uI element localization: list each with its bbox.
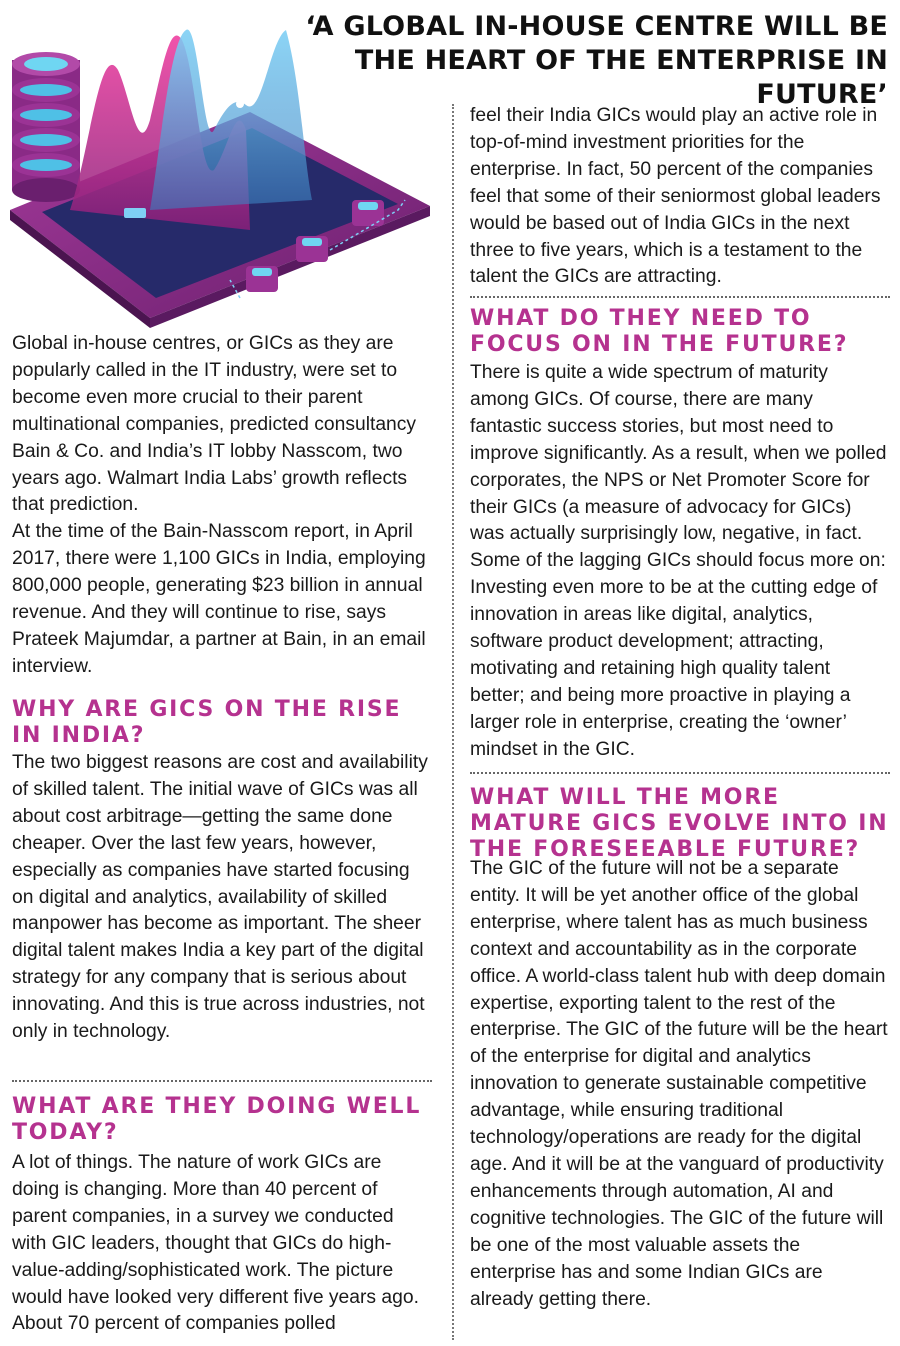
continued-paragraph: feel their India GICs would play an active role in top-of-mind investment priorities for the enterprise. In fact, 50 percent of the companies feel that some of their seniormost global leaders would be based out of India GICs in the next three to five years, which is a testament to the talent the GICs are attracting. [470, 105, 881, 288]
answer-paragraph-4: The GIC of the future will not be a separate entity. It will be yet another office of the global enterprise, where talent has as much business context and accountability as in the corporate office. A world-class talent hub with deep domain expertise, exporting talent to the rest of the enterprise. The GIC of the future will be the heart of the enterprise for digital and analytics innovation to generate sustainable competitive advantage, while ensuring traditional technology/operations are ready for the digital age. And it will be at the vanguard of productivity enhancements through automation, AI and cognitive technologies. The GIC of the future will be one of the most valuable assets the enterprise has and some Indian GICs are already getting there. [470, 858, 888, 1310]
intro-paragraph-2: At the time of the Bain-Nasscom report, in April 2017, there were 1,100 GICs in India, employing 800,000 people, generating $23 billion in annual revenue. And they will continue to rise, says Prateek Majumdar, a partner at Bain, in an email interview. [12, 521, 426, 677]
section-divider [470, 296, 890, 298]
question-heading-1: WHY ARE GICS ON THE RISE IN INDIA? [12, 697, 402, 748]
question-heading-3: WHAT DO THEY NEED TO FOCUS ON IN THE FUTURE? [470, 306, 849, 357]
question-heading-4: WHAT WILL THE MORE MATURE GICS EVOLVE INTO IN THE FORESEEABLE FUTURE? [470, 785, 889, 862]
answer-paragraph-3: There is quite a wide spectrum of maturity among GICs. Of course, there are many fantastic success stories, but most need to improve significantly. As a result, when we polled corporates, the NPS or Net Promoter Score for their GICs (a measure of advocacy for GICs) was actually surprisingly low, negative, in fact. Some of the lagging GICs should focus more on: Investing even more to be at the cutting edge of innovation in areas like digital, analytics, software product development; attracting, motivating and retaining high quality talent better; and being more proactive in playing a larger role in enterprise, creating the ‘owner’ mindset in the GIC. [470, 362, 887, 760]
answer-paragraph-1: The two biggest reasons are cost and availability of skilled talent. The initial wave of GICs was all about cost arbitrage—getting the same done cheaper. Over the last few years, however, especially as companies have started focusing on digital and analytics, availability of skilled manpower has become as important. The sheer digital talent makes India a key part of the digital strategy for any company that is serious about innovating. And this is true across industries, not only in technology. [12, 752, 428, 1043]
answer-paragraph-2: A lot of things. The nature of work GICs are doing is changing. More than 40 percent of parent companies, in a survey we conducted with GIC leaders, thought that GICs do high-value-adding/sophisticated work. The picture would have looked very different five years ago. About 70 percent of companies polled [12, 1152, 419, 1335]
server-stack-icon [12, 52, 80, 202]
question-heading-2: WHAT ARE THEY DOING WELL TODAY? [12, 1094, 422, 1145]
section-divider [470, 772, 890, 774]
column-divider [452, 104, 454, 1340]
article-headline: ‘A GLOBAL IN-HOUSE CENTRE WILL BE THE HEART OF THE ENTERPRISE IN FUTURE’ [305, 11, 888, 110]
intro-paragraph-1: Global in-house centres, or GICs as they are popularly called in the IT industry, were set to become even more crucial to their parent multinational companies, predicted consultancy Bain & Co. and India’s IT lobby Nasscom, two years ago. Walmart India Labs’ growth reflects that prediction. [12, 333, 417, 516]
section-divider [12, 1080, 432, 1082]
